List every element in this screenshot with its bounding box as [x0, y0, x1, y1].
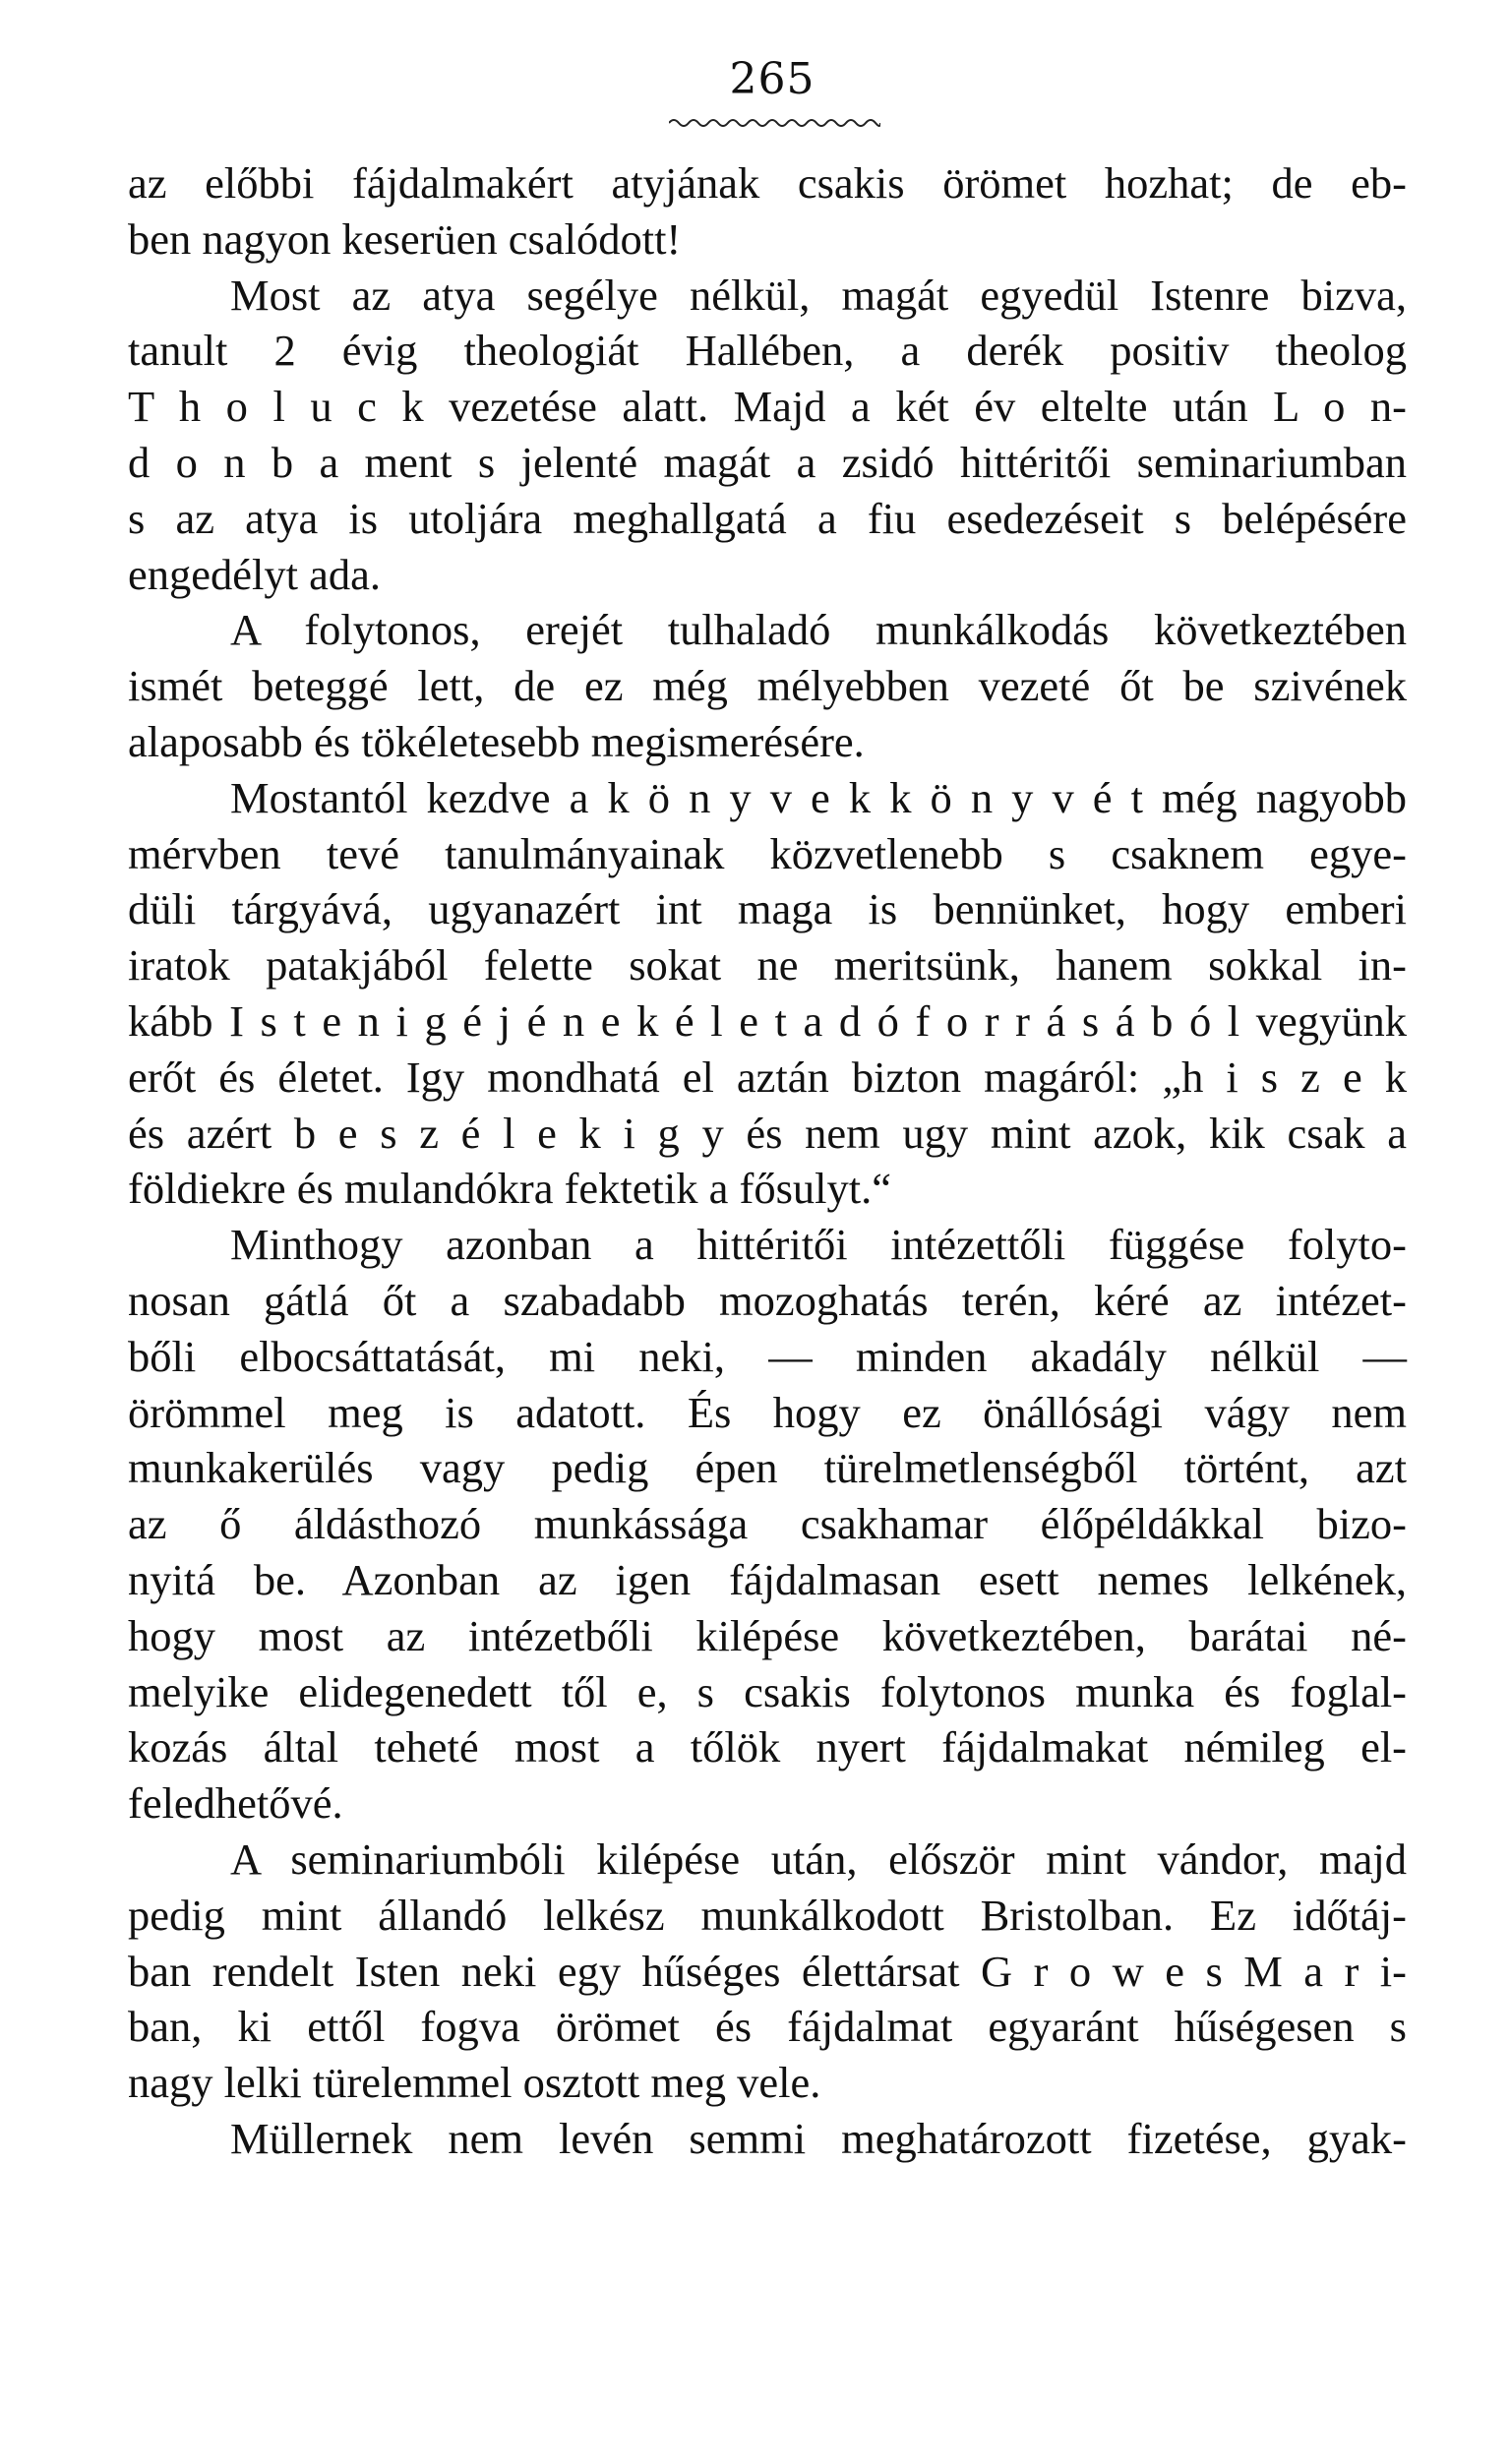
text-line: nyitá be. Azonban az igen fájdalmasan esett nemes lelkének,: [128, 1554, 1407, 1604]
wavy-ornament: [669, 116, 880, 130]
text-line: engedélyt ada.: [128, 549, 381, 599]
text-line: d o n b a ment s jelenté magát a zsidó hittéritői seminariumban: [128, 437, 1407, 487]
text-line: nagy lelki türelemmel osztott meg vele.: [128, 2058, 821, 2108]
body-text: [128, 155, 1407, 2167]
text-line: örömmel meg is adatott. És hogy ez önállósági vágy nem: [128, 1387, 1407, 1437]
text-line: feledhetővé.: [128, 1778, 343, 1829]
page-number: 265: [729, 54, 815, 104]
text-line: Mostantól kezdve a k ö n y v e k k ö n y v é t még nagyobb: [230, 772, 1407, 822]
text-line: és azért b e s z é l e k i g y és nem ugy mint azok, kik csak a: [128, 1108, 1407, 1158]
text-line: Most az atya segélye nélkül, magát egyedül Istenre bizva,: [230, 270, 1407, 320]
text-line: Müllernek nem levén semmi meghatározott fizetése, gyak-: [230, 2113, 1407, 2163]
text-line: ban, ki ettől fogva örömet és fájdalmat egyaránt hűségesen s: [128, 2002, 1407, 2052]
text-line: Minthogy azonban a hittéritői intézettőli függése folyto-: [230, 1220, 1407, 1270]
text-line: A folytonos, erejét tulhaladó munkálkodás következtében: [230, 605, 1407, 655]
text-line: erőt és életet. Igy mondhatá el aztán bizton magáról: „h i s z e k: [128, 1052, 1407, 1102]
text-line: s az atya is utoljára meghallgatá a fiu esedezéseit s belépésére: [128, 493, 1407, 543]
text-line: hogy most az intézetbőli kilépése következtében, barátai né-: [128, 1610, 1407, 1660]
text-line: alaposabb és tökéletesebb megismerésére.: [128, 716, 865, 766]
text-line: nosan gátlá őt a szabadabb mozoghatás terén, kéré az intézet-: [128, 1275, 1407, 1325]
text-line: ben nagyon keserüen csalódott!: [128, 213, 682, 264]
text-line: az ő áldásthozó munkássága csakhamar élőpéldákkal bizo-: [128, 1499, 1407, 1549]
text-line: kozás által teheté most a tőlök nyert fájdalmakat némileg el-: [128, 1722, 1407, 1773]
text-line: ismét beteggé lett, de ez még mélyebben vezeté őt be szivének: [128, 661, 1407, 711]
text-line: földiekre és mulandókra fektetik a fősulyt.“: [128, 1164, 892, 1214]
text-line: munkakerülés vagy pedig épen türelmetlenségből történt, azt: [128, 1443, 1407, 1493]
text-line: düli tárgyává, ugyanazért int maga is bennünket, hogy emberi: [128, 884, 1407, 934]
text-line: kább I s t e n i g é j é n e k é l e t a d ó f o r r á s á b ó l vegyünk: [128, 995, 1407, 1046]
text-line: bőli elbocsáttatását, mi neki, — minden akadály nélkül —: [128, 1331, 1407, 1381]
text-line: tanult 2 évig theologiát Hallében, a derék positiv theolog: [128, 326, 1407, 376]
text-line: T h o l u c k vezetése alatt. Majd a két év eltelte után L o n-: [128, 382, 1407, 432]
text-line: iratok patakjából felette sokat ne meritsünk, hanem sokkal in-: [128, 940, 1407, 991]
text-line: ban rendelt Isten neki egy hűséges élettársat G r o w e s M a r i-: [128, 1946, 1407, 1996]
page-header: [0, 54, 1510, 104]
text-line: mérvben tevé tanulmányainak közvetlenebb s csaknem egye-: [128, 828, 1407, 878]
text-line: pedig mint állandó lelkész munkálkodott Bristolban. Ez időtáj-: [128, 1890, 1407, 1940]
text-line: A seminariumbóli kilépése után, először mint vándor, majd: [230, 1833, 1407, 1884]
text-line: melyike elidegenedett től e, s csakis folytonos munka és foglal-: [128, 1666, 1407, 1716]
text-line: az előbbi fájdalmakért atyjának csakis örömet hozhat; de eb-: [128, 158, 1407, 208]
